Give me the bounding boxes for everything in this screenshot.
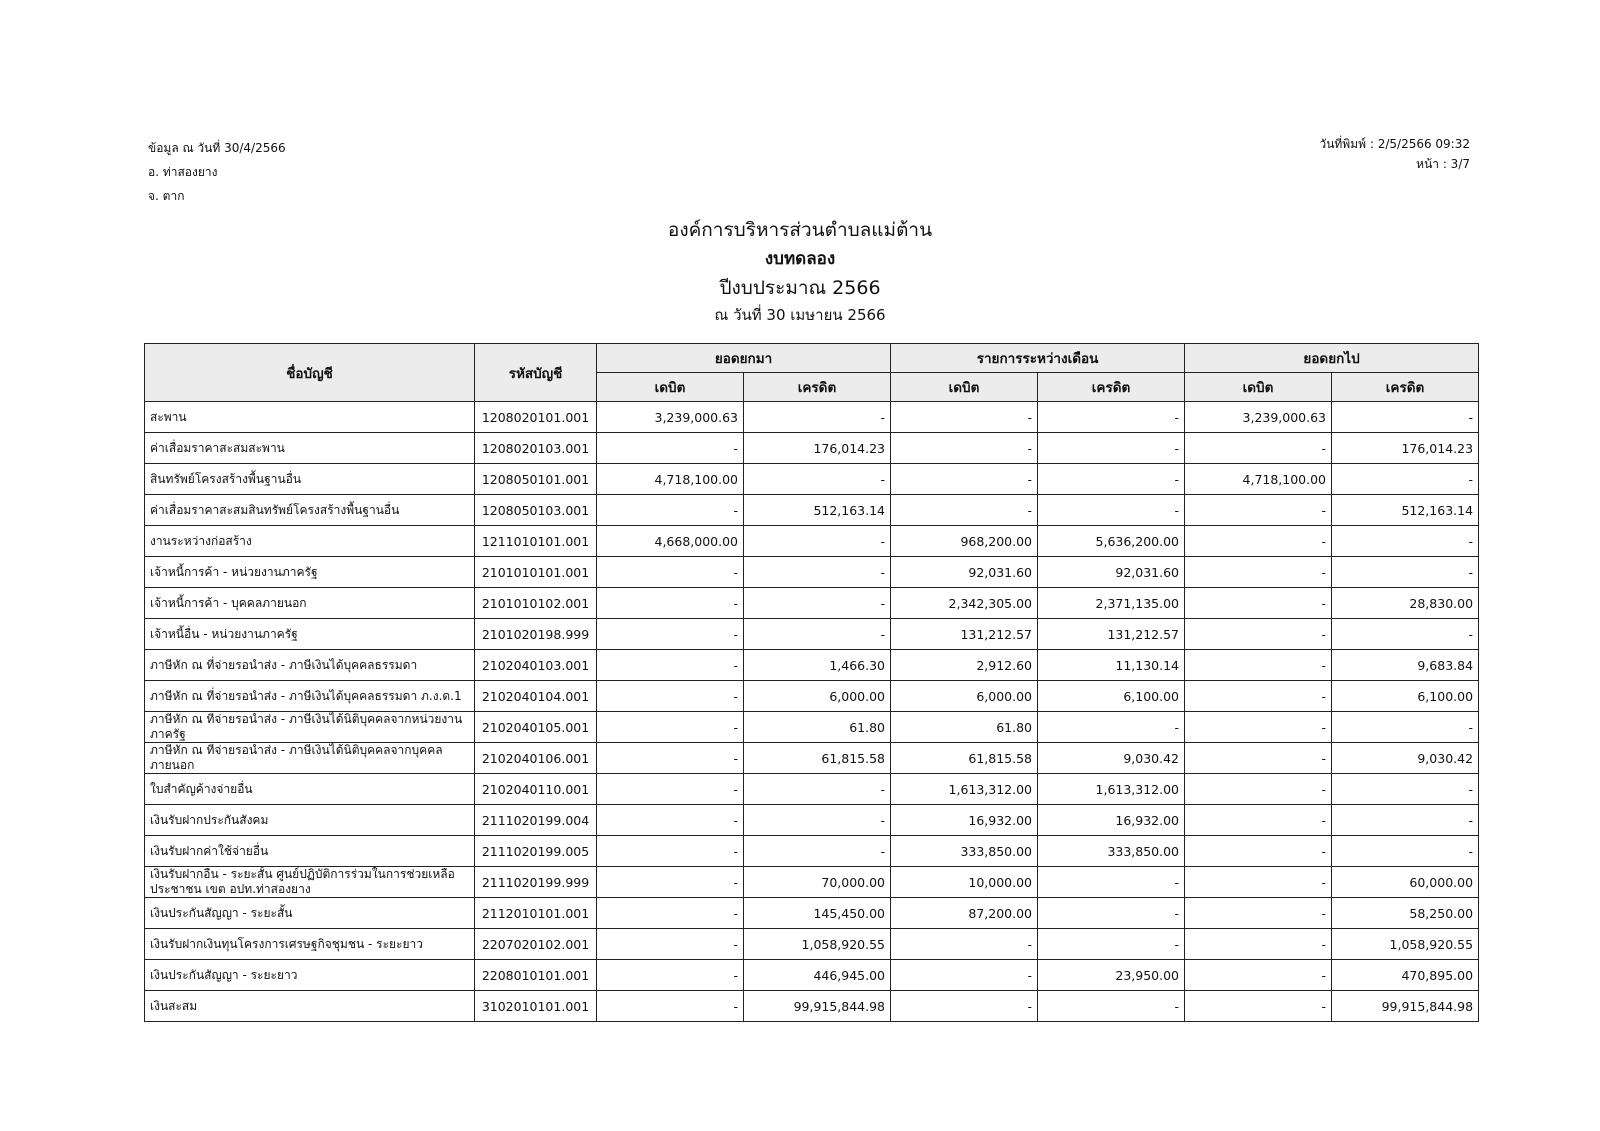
table-row: [145, 898, 1479, 929]
account-code: 2102040106.001: [475, 743, 597, 774]
opening-credit-cell: 99,915,844.98: [744, 991, 891, 1022]
account-name: เจ้าหนี้การค้า - หน่วยงานภาครัฐ: [145, 557, 475, 588]
account-name: สะพาน: [145, 402, 475, 433]
table-row: [145, 774, 1479, 805]
monthly-credit-cell: -: [1038, 402, 1185, 433]
account-code: 1208050103.001: [475, 495, 597, 526]
table-row: [145, 402, 1479, 433]
opening-credit-cell: 61,815.58: [744, 743, 891, 774]
account-name: งานระหว่างก่อสร้าง: [145, 526, 475, 557]
closing-debit-cell: -: [1185, 743, 1332, 774]
monthly-credit-cell: 2,371,135.00: [1038, 588, 1185, 619]
monthly-credit-cell: 5,636,200.00: [1038, 526, 1185, 557]
table-row: [145, 619, 1479, 650]
closing-credit-cell: 176,014.23: [1332, 433, 1479, 464]
account-code: 2101020198.999: [475, 619, 597, 650]
page-number: หน้า : 3/7: [1416, 157, 1470, 171]
monthly-credit-cell: 11,130.14: [1038, 650, 1185, 681]
account-name: ภาษีหัก ณ ที่จ่ายรอนำส่ง - ภาษีเงินได้บุคคลธรรมดา: [145, 650, 475, 681]
table-row: [145, 681, 1479, 712]
account-code: 1208050101.001: [475, 464, 597, 495]
account-code: 1211010101.001: [475, 526, 597, 557]
closing-debit-cell: -: [1185, 898, 1332, 929]
account-code: 1208020103.001: [475, 433, 597, 464]
opening-credit-cell: -: [744, 774, 891, 805]
closing-debit-cell: -: [1185, 495, 1332, 526]
monthly-debit-cell: -: [891, 464, 1038, 495]
closing-debit-cell: -: [1185, 960, 1332, 991]
table-row: [145, 960, 1479, 991]
closing-credit-cell: 99,915,844.98: [1332, 991, 1479, 1022]
district: อ. ท่าสองยาง: [148, 165, 218, 179]
account-code: 2112010101.001: [475, 898, 597, 929]
opening-debit-cell: -: [597, 743, 744, 774]
closing-credit-cell: 60,000.00: [1332, 867, 1479, 898]
table-row: [145, 805, 1479, 836]
monthly-debit-cell: 10,000.00: [891, 867, 1038, 898]
table-row: [145, 867, 1479, 898]
monthly-debit-cell: 16,932.00: [891, 805, 1038, 836]
closing-debit-cell: -: [1185, 929, 1332, 960]
closing-credit-cell: -: [1332, 526, 1479, 557]
account-name: ภาษีหัก ณ ที่จ่ายรอนำส่ง - ภาษีเงินได้บุคคลธรรมดา ภ.ง.ด.1: [145, 681, 475, 712]
account-code: 2101010102.001: [475, 588, 597, 619]
opening-debit-cell: -: [597, 712, 744, 743]
closing-debit-cell: -: [1185, 774, 1332, 805]
opening-credit-cell: -: [744, 588, 891, 619]
opening-debit-cell: -: [597, 867, 744, 898]
closing-credit-cell: 6,100.00: [1332, 681, 1479, 712]
closing-credit-cell: 9,683.84: [1332, 650, 1479, 681]
account-name: ใบสำคัญค้างจ่ายอื่น: [145, 774, 475, 805]
account-name: เงินสะสม: [145, 991, 475, 1022]
opening-debit-cell: -: [597, 774, 744, 805]
monthly-credit-cell: 16,932.00: [1038, 805, 1185, 836]
province: จ. ตาก: [148, 189, 185, 203]
account-code: 2208010101.001: [475, 960, 597, 991]
account-code: 2207020102.001: [475, 929, 597, 960]
header-closing-balance: ยอดยกไป: [1185, 344, 1479, 373]
opening-debit-cell: -: [597, 681, 744, 712]
account-code: 2101010101.001: [475, 557, 597, 588]
opening-credit-cell: -: [744, 402, 891, 433]
monthly-debit-cell: -: [891, 991, 1038, 1022]
closing-credit-cell: -: [1332, 805, 1479, 836]
monthly-debit-cell: 333,850.00: [891, 836, 1038, 867]
opening-debit-cell: -: [597, 588, 744, 619]
header-monthly-transactions: รายการระหว่างเดือน: [891, 344, 1185, 373]
table-row: [145, 588, 1479, 619]
closing-debit-cell: -: [1185, 619, 1332, 650]
table-row: [145, 929, 1479, 960]
opening-credit-cell: -: [744, 464, 891, 495]
monthly-debit-cell: -: [891, 960, 1038, 991]
monthly-debit-cell: 92,031.60: [891, 557, 1038, 588]
closing-debit-cell: -: [1185, 433, 1332, 464]
closing-debit-cell: -: [1185, 805, 1332, 836]
closing-debit-cell: -: [1185, 712, 1332, 743]
closing-credit-cell: 9,030.42: [1332, 743, 1479, 774]
header-account-code: รหัสบัญชี: [475, 344, 597, 402]
monthly-debit-cell: -: [891, 402, 1038, 433]
print-date: วันที่พิมพ์ : 2/5/2566 09:32: [1319, 137, 1470, 151]
account-code: 2102040110.001: [475, 774, 597, 805]
monthly-debit-cell: -: [891, 433, 1038, 464]
closing-credit-cell: 470,895.00: [1332, 960, 1479, 991]
account-code: 2111020199.999: [475, 867, 597, 898]
opening-credit-cell: -: [744, 805, 891, 836]
account-code: 2102040104.001: [475, 681, 597, 712]
table-row: [145, 495, 1479, 526]
closing-credit-cell: 28,830.00: [1332, 588, 1479, 619]
account-name: เงินรับฝากอื่น - ระยะสั้น ศูนย์ปฏิบัติการร่วมในการช่วยเหลือประชาชน เขต อปท.ท่าสองยาง: [145, 867, 475, 898]
opening-debit-cell: -: [597, 805, 744, 836]
closing-debit-cell: -: [1185, 867, 1332, 898]
opening-debit-cell: -: [597, 557, 744, 588]
table-row: [145, 433, 1479, 464]
monthly-credit-cell: 92,031.60: [1038, 557, 1185, 588]
closing-credit-cell: -: [1332, 712, 1479, 743]
closing-credit-cell: -: [1332, 836, 1479, 867]
table-row: [145, 836, 1479, 867]
opening-debit-cell: -: [597, 619, 744, 650]
closing-credit-cell: -: [1332, 774, 1479, 805]
opening-credit-cell: -: [744, 526, 891, 557]
opening-credit-cell: 70,000.00: [744, 867, 891, 898]
monthly-credit-cell: -: [1038, 898, 1185, 929]
account-name: เจ้าหนี้อื่น - หน่วยงานภาครัฐ: [145, 619, 475, 650]
table-body: [145, 402, 1479, 1022]
table-row: [145, 743, 1479, 774]
closing-credit-cell: 58,250.00: [1332, 898, 1479, 929]
account-name: เงินประกันสัญญา - ระยะยาว: [145, 960, 475, 991]
opening-debit-cell: 3,239,000.63: [597, 402, 744, 433]
monthly-debit-cell: 2,342,305.00: [891, 588, 1038, 619]
opening-credit-cell: 446,945.00: [744, 960, 891, 991]
report-meta-left: [148, 136, 286, 208]
account-name: ภาษีหัก ณ ที่จ่ายรอนำส่ง - ภาษีเงินได้นิติบุคคลจากหน่วยงานภาครัฐ: [145, 712, 475, 743]
monthly-debit-cell: 131,212.57: [891, 619, 1038, 650]
account-name: เงินรับฝากเงินทุนโครงการเศรษฐกิจชุมชน - ระยะยาว: [145, 929, 475, 960]
monthly-credit-cell: -: [1038, 464, 1185, 495]
opening-debit-cell: -: [597, 495, 744, 526]
opening-debit-cell: -: [597, 960, 744, 991]
opening-credit-cell: -: [744, 557, 891, 588]
monthly-credit-cell: -: [1038, 712, 1185, 743]
header-opening-debit: เดบิต: [597, 373, 744, 402]
table-row: [145, 464, 1479, 495]
closing-credit-cell: -: [1332, 402, 1479, 433]
account-name: เจ้าหนี้การค้า - บุคคลภายนอก: [145, 588, 475, 619]
header-monthly-debit: เดบิต: [891, 373, 1038, 402]
header-account-name: ชื่อบัญชี: [145, 344, 475, 402]
monthly-credit-cell: 23,950.00: [1038, 960, 1185, 991]
closing-debit-cell: 3,239,000.63: [1185, 402, 1332, 433]
organization-name: องค์การบริหารส่วนตำบลแม่ต้าน: [667, 219, 933, 241]
monthly-debit-cell: 6,000.00: [891, 681, 1038, 712]
opening-credit-cell: 512,163.14: [744, 495, 891, 526]
monthly-debit-cell: 87,200.00: [891, 898, 1038, 929]
closing-debit-cell: -: [1185, 588, 1332, 619]
opening-debit-cell: -: [597, 898, 744, 929]
opening-credit-cell: 61.80: [744, 712, 891, 743]
header-monthly-credit: เครดิต: [1038, 373, 1185, 402]
trial-balance-table: [144, 343, 1479, 1022]
fiscal-year: ปีงบประมาณ 2566: [719, 277, 881, 299]
opening-credit-cell: -: [744, 619, 891, 650]
opening-debit-cell: -: [597, 433, 744, 464]
opening-credit-cell: 1,466.30: [744, 650, 891, 681]
opening-credit-cell: 1,058,920.55: [744, 929, 891, 960]
monthly-debit-cell: -: [891, 495, 1038, 526]
closing-debit-cell: 4,718,100.00: [1185, 464, 1332, 495]
account-name: ค่าเสื่อมราคาสะสมสะพาน: [145, 433, 475, 464]
report-titles: [0, 215, 1600, 327]
document-title: งบทดลอง: [764, 249, 836, 269]
account-name: เงินรับฝากค่าใช้จ่ายอื่น: [145, 836, 475, 867]
report-meta-right: [1319, 134, 1470, 174]
monthly-debit-cell: 968,200.00: [891, 526, 1038, 557]
data-date: ข้อมูล ณ วันที่ 30/4/2566: [148, 141, 286, 155]
table-row: [145, 650, 1479, 681]
opening-debit-cell: -: [597, 991, 744, 1022]
monthly-credit-cell: -: [1038, 867, 1185, 898]
opening-credit-cell: 176,014.23: [744, 433, 891, 464]
closing-debit-cell: -: [1185, 681, 1332, 712]
account-code: 2111020199.005: [475, 836, 597, 867]
header-opening-credit: เครดิต: [744, 373, 891, 402]
table-row: [145, 712, 1479, 743]
monthly-credit-cell: 9,030.42: [1038, 743, 1185, 774]
opening-credit-cell: 6,000.00: [744, 681, 891, 712]
monthly-debit-cell: -: [891, 929, 1038, 960]
account-code: 2111020199.004: [475, 805, 597, 836]
monthly-debit-cell: 61.80: [891, 712, 1038, 743]
opening-debit-cell: 4,668,000.00: [597, 526, 744, 557]
opening-credit-cell: 145,450.00: [744, 898, 891, 929]
closing-debit-cell: -: [1185, 526, 1332, 557]
header-closing-debit: เดบิต: [1185, 373, 1332, 402]
closing-credit-cell: -: [1332, 464, 1479, 495]
closing-debit-cell: -: [1185, 650, 1332, 681]
closing-credit-cell: 512,163.14: [1332, 495, 1479, 526]
table-row: [145, 557, 1479, 588]
closing-debit-cell: -: [1185, 557, 1332, 588]
monthly-credit-cell: -: [1038, 433, 1185, 464]
monthly-credit-cell: -: [1038, 929, 1185, 960]
account-code: 2102040103.001: [475, 650, 597, 681]
monthly-debit-cell: 1,613,312.00: [891, 774, 1038, 805]
opening-debit-cell: 4,718,100.00: [597, 464, 744, 495]
account-code: 1208020101.001: [475, 402, 597, 433]
opening-debit-cell: -: [597, 929, 744, 960]
account-name: ค่าเสื่อมราคาสะสมสินทรัพย์โครงสร้างพื้นฐานอื่น: [145, 495, 475, 526]
monthly-credit-cell: -: [1038, 495, 1185, 526]
opening-debit-cell: -: [597, 650, 744, 681]
monthly-credit-cell: 1,613,312.00: [1038, 774, 1185, 805]
monthly-debit-cell: 61,815.58: [891, 743, 1038, 774]
closing-debit-cell: -: [1185, 991, 1332, 1022]
opening-credit-cell: -: [744, 836, 891, 867]
opening-debit-cell: -: [597, 836, 744, 867]
account-name: สินทรัพย์โครงสร้างพื้นฐานอื่น: [145, 464, 475, 495]
closing-debit-cell: -: [1185, 836, 1332, 867]
account-code: 2102040105.001: [475, 712, 597, 743]
table-row: [145, 526, 1479, 557]
account-name: เงินประกันสัญญา - ระยะสั้น: [145, 898, 475, 929]
account-name: ภาษีหัก ณ ที่จ่ายรอนำส่ง - ภาษีเงินได้นิติบุคคลจากบุคคลภายนอก: [145, 743, 475, 774]
account-name: เงินรับฝากประกันสังคม: [145, 805, 475, 836]
closing-credit-cell: 1,058,920.55: [1332, 929, 1479, 960]
monthly-credit-cell: 131,212.57: [1038, 619, 1185, 650]
header-closing-credit: เครดิต: [1332, 373, 1479, 402]
closing-credit-cell: -: [1332, 619, 1479, 650]
monthly-debit-cell: 2,912.60: [891, 650, 1038, 681]
monthly-credit-cell: 333,850.00: [1038, 836, 1185, 867]
header-opening-balance: ยอดยกมา: [597, 344, 891, 373]
monthly-credit-cell: 6,100.00: [1038, 681, 1185, 712]
table-row: [145, 991, 1479, 1022]
closing-credit-cell: -: [1332, 557, 1479, 588]
monthly-credit-cell: -: [1038, 991, 1185, 1022]
as-of-date: ณ วันที่ 30 เมษายน 2566: [714, 306, 886, 324]
account-code: 3102010101.001: [475, 991, 597, 1022]
